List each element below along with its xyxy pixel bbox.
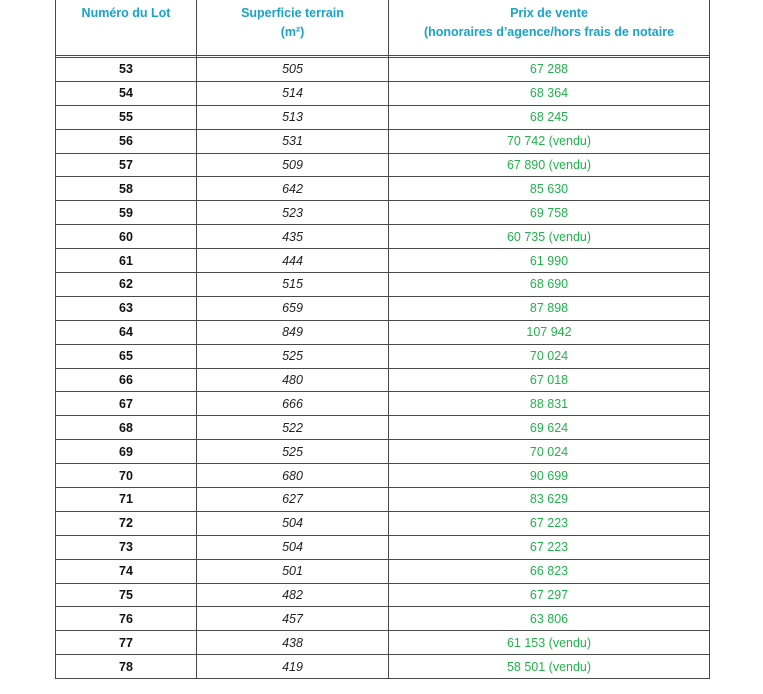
- area-cell: 525: [197, 344, 389, 368]
- table-row: [56, 440, 710, 464]
- table-row: [56, 153, 710, 177]
- area-cell: 457: [197, 607, 389, 631]
- lot-number-cell: 64: [56, 320, 197, 344]
- table-row: [56, 273, 710, 297]
- lot-number-cell: 65: [56, 344, 197, 368]
- lot-number-cell: 72: [56, 511, 197, 535]
- table-row: [56, 511, 710, 535]
- area-cell: 666: [197, 392, 389, 416]
- price-cell: 70 024: [389, 344, 710, 368]
- area-cell: 419: [197, 655, 389, 679]
- price-cell: 67 018: [389, 368, 710, 392]
- lot-number-cell: 69: [56, 440, 197, 464]
- header-price-label: Prix de vente: [510, 6, 588, 20]
- lot-number-cell: 59: [56, 201, 197, 225]
- price-cell: 66 823: [389, 559, 710, 583]
- price-cell: 61 153 (vendu): [389, 631, 710, 655]
- table-row: [56, 607, 710, 631]
- table-row: [56, 368, 710, 392]
- area-cell: 444: [197, 249, 389, 273]
- table-row: [56, 464, 710, 488]
- table-row: [56, 296, 710, 320]
- table-row: [56, 201, 710, 225]
- table-body: [56, 56, 710, 679]
- header-price-note: (honoraires d’agence/hors frais de notaire: [423, 25, 675, 39]
- price-cell: 87 898: [389, 296, 710, 320]
- area-cell: 482: [197, 583, 389, 607]
- price-cell: 69 758: [389, 201, 710, 225]
- lot-number-cell: 53: [56, 58, 197, 82]
- area-cell: 438: [197, 631, 389, 655]
- area-cell: 504: [197, 511, 389, 535]
- table-row: [56, 535, 710, 559]
- area-cell: 513: [197, 105, 389, 129]
- price-cell: 67 288: [389, 58, 710, 82]
- area-cell: 680: [197, 464, 389, 488]
- header-area-unit: (m²): [280, 25, 305, 39]
- price-cell: 68 245: [389, 105, 710, 129]
- lot-number-cell: 70: [56, 464, 197, 488]
- price-cell: 67 223: [389, 511, 710, 535]
- price-cell: 63 806: [389, 607, 710, 631]
- area-cell: 505: [197, 58, 389, 82]
- table-row: [56, 177, 710, 201]
- table-header: [56, 0, 710, 56]
- price-cell: 67 297: [389, 583, 710, 607]
- area-cell: 522: [197, 416, 389, 440]
- lot-number-cell: 57: [56, 153, 197, 177]
- price-cell: 90 699: [389, 464, 710, 488]
- table-row: [56, 344, 710, 368]
- lot-number-cell: 66: [56, 368, 197, 392]
- table-row: [56, 416, 710, 440]
- header-area-label: Superficie terrain: [241, 6, 344, 20]
- price-cell: 67 890 (vendu): [389, 153, 710, 177]
- table-row: [56, 559, 710, 583]
- area-cell: 509: [197, 153, 389, 177]
- area-cell: 525: [197, 440, 389, 464]
- table-row: [56, 81, 710, 105]
- lot-number-cell: 77: [56, 631, 197, 655]
- area-cell: 642: [197, 177, 389, 201]
- area-cell: 515: [197, 273, 389, 297]
- area-cell: 849: [197, 320, 389, 344]
- price-cell: 88 831: [389, 392, 710, 416]
- price-cell: 67 223: [389, 535, 710, 559]
- price-cell: 70 742 (vendu): [389, 129, 710, 153]
- area-cell: 501: [197, 559, 389, 583]
- lot-number-cell: 78: [56, 655, 197, 679]
- header-row: [56, 0, 710, 56]
- lot-number-cell: 62: [56, 273, 197, 297]
- header-price: [389, 0, 710, 56]
- lots-table: [55, 0, 710, 679]
- table-row: [56, 105, 710, 129]
- price-cell: 68 364: [389, 81, 710, 105]
- area-cell: 480: [197, 368, 389, 392]
- table-row: [56, 249, 710, 273]
- price-cell: 107 942: [389, 320, 710, 344]
- lot-number-cell: 68: [56, 416, 197, 440]
- area-cell: 514: [197, 81, 389, 105]
- table-row: [56, 392, 710, 416]
- header-lot-number: [56, 0, 197, 56]
- price-cell: 83 629: [389, 488, 710, 512]
- table-row: [56, 58, 710, 82]
- lot-number-cell: 58: [56, 177, 197, 201]
- price-cell: 68 690: [389, 273, 710, 297]
- lot-number-cell: 74: [56, 559, 197, 583]
- price-cell: 70 024: [389, 440, 710, 464]
- table-row: [56, 655, 710, 679]
- area-cell: 659: [197, 296, 389, 320]
- price-cell: 58 501 (vendu): [389, 655, 710, 679]
- lot-number-cell: 71: [56, 488, 197, 512]
- table-row: [56, 129, 710, 153]
- lot-number-cell: 60: [56, 225, 197, 249]
- table-row: [56, 583, 710, 607]
- table-row: [56, 488, 710, 512]
- price-cell: 61 990: [389, 249, 710, 273]
- lot-number-cell: 75: [56, 583, 197, 607]
- lot-number-cell: 55: [56, 105, 197, 129]
- lot-number-cell: 56: [56, 129, 197, 153]
- header-area: [197, 0, 389, 56]
- lot-number-cell: 63: [56, 296, 197, 320]
- area-cell: 531: [197, 129, 389, 153]
- header-lot-label: Numéro du Lot: [81, 6, 171, 20]
- table-row: [56, 320, 710, 344]
- lot-number-cell: 73: [56, 535, 197, 559]
- lot-number-cell: 76: [56, 607, 197, 631]
- area-cell: 504: [197, 535, 389, 559]
- area-cell: 435: [197, 225, 389, 249]
- area-cell: 627: [197, 488, 389, 512]
- area-cell: 523: [197, 201, 389, 225]
- price-cell: 85 630: [389, 177, 710, 201]
- price-cell: 60 735 (vendu): [389, 225, 710, 249]
- lot-number-cell: 54: [56, 81, 197, 105]
- price-cell: 69 624: [389, 416, 710, 440]
- lot-number-cell: 61: [56, 249, 197, 273]
- lot-number-cell: 67: [56, 392, 197, 416]
- table-row: [56, 225, 710, 249]
- table-row: [56, 631, 710, 655]
